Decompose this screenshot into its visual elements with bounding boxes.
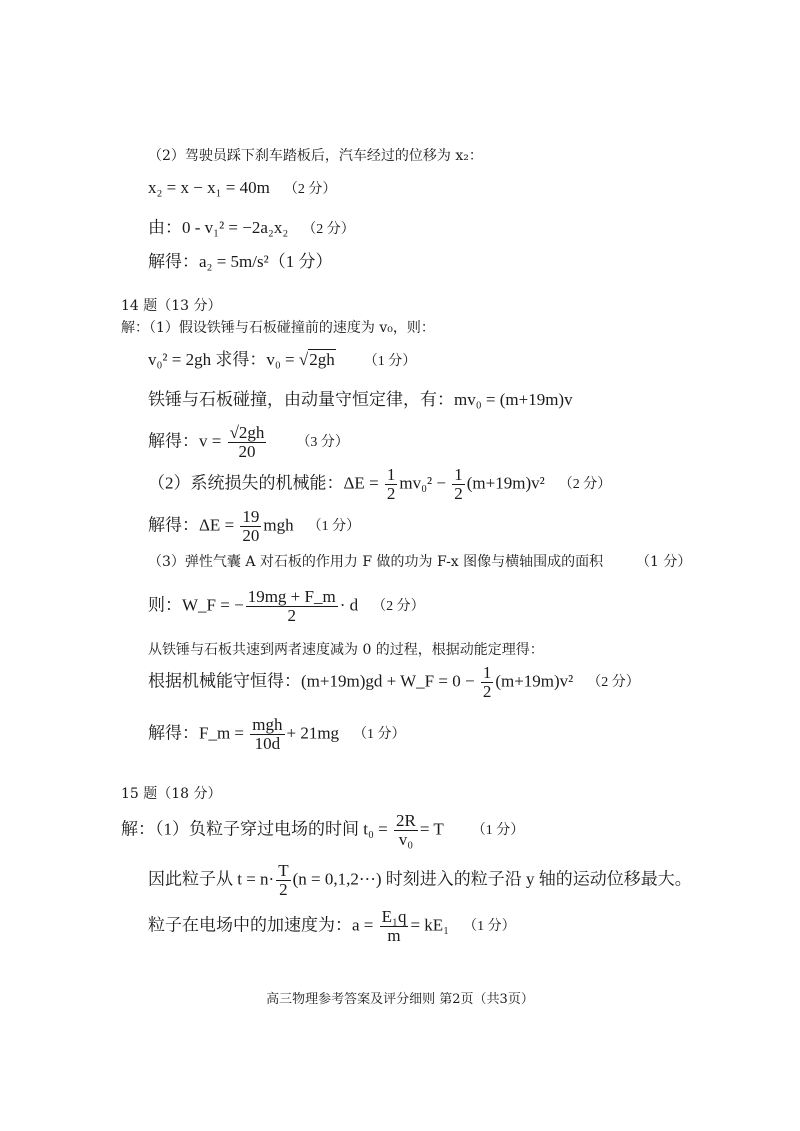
equation: 解得：a₂ = 5m/s²（1 分） bbox=[148, 252, 333, 271]
equation-line: 解：（1）负粒子穿过电场的时间 t₀ = $\frac{2R}{\text{v₀}}$ = T （1 分） bbox=[121, 811, 525, 849]
equation-line: （2）系统损失的机械能：ΔE = $\frac{1}{2}$ mv₀² − $\frac{1}{2}$ (m+19m)v² （2 分） bbox=[148, 465, 612, 503]
fraction: $\frac{\text{E₁q}}{m}$ bbox=[381, 907, 407, 945]
fraction: $\frac{1}{2}$ bbox=[454, 465, 463, 503]
score: （2 分） bbox=[558, 477, 612, 493]
score: （1 分） bbox=[471, 823, 525, 839]
fraction: $\frac{19mg + F\_m}{2}$ bbox=[247, 587, 336, 625]
text-line bbox=[121, 318, 435, 338]
equation: 解得：ΔE = bbox=[148, 515, 239, 535]
equation-line bbox=[148, 218, 355, 240]
radical: 2gh bbox=[309, 350, 335, 369]
equation-line: v₀² = 2gh 求得：v₀ = √2gh （1 分） bbox=[148, 350, 417, 369]
equation-line: 因此粒子从 t = n· $\frac{T}{2}$ (n = 0,1,2···) 时刻进入的粒子沿 y 轴的运动位移最大。 bbox=[148, 861, 692, 899]
section-heading bbox=[121, 784, 222, 804]
text-line bbox=[148, 552, 603, 572]
score: （1 分） bbox=[353, 727, 406, 743]
fraction: $\frac{2R}{\text{v₀}}$ bbox=[396, 811, 416, 849]
equation: 解得：v = bbox=[148, 431, 226, 451]
equation-line: 解得：ΔE = $\frac{19}{20}$ mgh （1 分） bbox=[148, 507, 361, 545]
equation-line: 根据机械能守恒得：(m+19m)gd + W_F = 0 − $\frac{1}{2}$ (m+19m)v² （2 分） bbox=[148, 663, 640, 701]
text-line bbox=[148, 146, 483, 166]
equation-line: 解得：F_m = $\frac{\text{mgh}}{10d}$ + 21mg （1 分） bbox=[148, 715, 406, 753]
fraction: $\frac{\text{mgh}}{10d}$ bbox=[252, 715, 283, 753]
heading-text: 15 题（18 分） bbox=[121, 786, 222, 802]
equation: 解得：F_m = bbox=[148, 723, 249, 743]
text: 从铁锤与石板共速到两者速度减为 0 的过程，根据动能定理得： bbox=[148, 642, 544, 658]
fraction: $\frac{19}{20}$ bbox=[242, 507, 260, 545]
score: （1 分） bbox=[636, 554, 692, 570]
score: （2 分） bbox=[587, 675, 640, 691]
score: （2 分） bbox=[372, 599, 425, 615]
fraction: $\frac{T}{2}$ bbox=[278, 861, 289, 899]
equation-line bbox=[148, 178, 336, 200]
text: （2）驾驶员踩下刹车踏板后，汽车经过的位移为 x₂： bbox=[148, 148, 483, 164]
equation: （2）系统损失的机械能：ΔE = bbox=[148, 473, 383, 493]
score: （2 分） bbox=[302, 222, 355, 237]
score: （1 分） bbox=[363, 354, 417, 369]
equation-line bbox=[148, 424, 349, 464]
text-line bbox=[148, 640, 544, 660]
equation: 粒子在电场中的加速度为：a = bbox=[148, 915, 378, 935]
page-footer: 高三物理参考答案及评分细则 第2页（共3页） bbox=[266, 992, 534, 1007]
score: （1 分） bbox=[463, 919, 516, 935]
equation-line bbox=[148, 390, 573, 410]
fraction: $\frac{1}{2}$ bbox=[482, 663, 492, 701]
fraction: $\frac{√2gh}{20}$ bbox=[229, 423, 265, 461]
text: 解：（1）假设铁锤与石板碰撞前的速度为 v₀，则： bbox=[121, 320, 435, 336]
fraction: $\frac{1}{2}$ bbox=[386, 465, 396, 503]
equation: x₂ = x − x₁ = 40m bbox=[148, 178, 270, 197]
equation-line: 粒子在电场中的加速度为：a = $\frac{\text{E₁q}}{m}$ = kE₁ （1 分） bbox=[148, 907, 516, 945]
text: （3）弹性气囊 A 对石板的作用力 F 做的功为 F-x 图像与横轴围成的面积 bbox=[148, 554, 604, 570]
equation: 解：（1）负粒子穿过电场的时间 t₀ = bbox=[121, 819, 392, 839]
equation: 根据机械能守恒得：(m+19m)gd + W_F = 0 − bbox=[148, 671, 479, 691]
score: （1 分） bbox=[307, 519, 361, 535]
section-heading bbox=[121, 296, 222, 316]
equation: v₀² = 2gh 求得：v₀ = bbox=[148, 350, 299, 369]
equation: 铁锤与石板碰撞，由动量守恒定律，有：mv₀ = (m+19m)v bbox=[148, 390, 573, 409]
equation: 由：0 - v₁² = −2a₂x₂ bbox=[148, 218, 289, 237]
score: （2 分） bbox=[283, 182, 337, 197]
equation: 则：W_F = − bbox=[148, 595, 244, 615]
equation-line bbox=[148, 252, 332, 272]
equation-line: 则：W_F = − $\frac{19mg + F\_m}{2}$ · d （2 分） bbox=[148, 587, 425, 625]
equation: 因此粒子从 t = n· bbox=[148, 869, 275, 889]
heading-text: 14 题（13 分） bbox=[121, 298, 222, 314]
score: （3 分） bbox=[296, 435, 349, 451]
